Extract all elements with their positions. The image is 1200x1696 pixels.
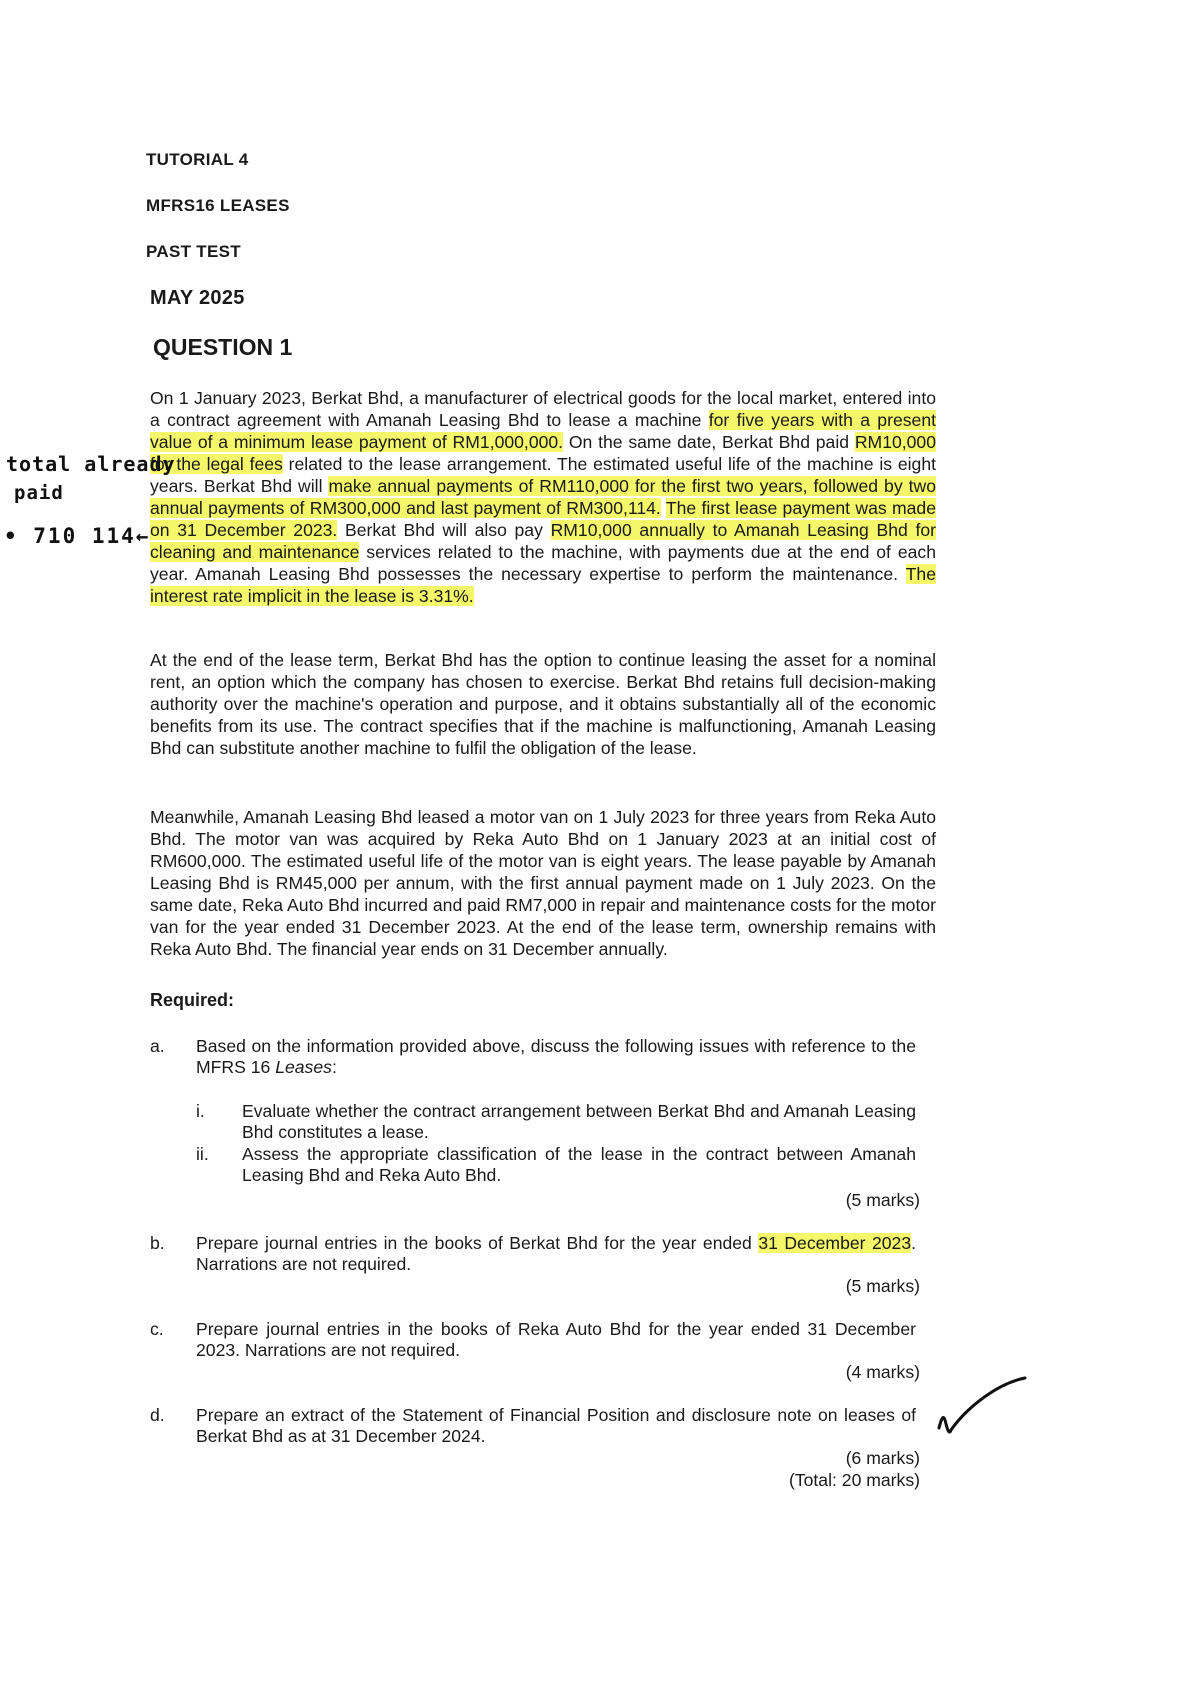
header-tutorial: TUTORIAL 4 [146, 150, 249, 169]
highlight-lease-term: for five years with a present value of a minimum lease payment of RM1,000,000. [150, 410, 936, 452]
question-title: QUESTION 1 [153, 334, 293, 360]
highlight-maintenance: RM10,000 annually to Amanah Leasing Bhd for cleaning and maintenance [150, 520, 936, 562]
item-a-i-label: i. [196, 1101, 205, 1121]
item-d-text: Prepare an extract of the Statement of Financial Position and disclosure note on leases of Berkat Bhd as at 31 December 2024. [196, 1405, 916, 1446]
paragraph-reka-auto: Meanwhile, Amanah Leasing Bhd leased a motor van on 1 July 2023 for three years from Reka Auto Bhd. The motor van was acquired by Reka Auto Bhd on 1 January 2023 at an initial cost of RM600,000. The estimated useful life of the motor van is eight years. The lease payable by Amanah Leasing Bhd is RM45,000 per annum, with the first annual payment made on 1 July 2023. On the same date, Reka Auto Bhd incurred and paid RM7,000 in repair and maintenance costs for the motor van for the year ended 31 December 2023. At the end of the lease term, ownership remains with Reka Auto Bhd. The financial year ends on 31 December annually. [150, 807, 936, 959]
header-past-test: PAST TEST [146, 242, 241, 261]
paragraph-option-renewal: At the end of the lease term, Berkat Bhd has the option to continue leasing the asset for a nominal rent, an option which the company has chosen to exercise. Berkat Bhd retains full decision-making authority over the machine's operation and purpose, and it obtains substantially all of the economic benefits from its use. The contract specifies that if the machine is malfunctioning, Amanah Leasing Bhd can substitute another machine to fulfil the obligation of the lease. [150, 650, 936, 758]
paragraph-berkat-lease: On 1 January 2023, Berkat Bhd, a manufacturer of electrical goods for the local market, entered into a contract agreement with Amanah Leasing Bhd to lease a machine for five years with a present value of a minimum lease payment of RM1,000,000. On the same date, Berkat Bhd paid RM10,000 for the legal fees related to the lease arrangement. The estimated useful life of the machine is eight years. Berkat Bhd will make annual payments of RM110,000 for the first two years, followed by two annual payments of RM300,000 and last payment of RM300,114. The first lease payment was made on 31 December 2023. Berkat Bhd will also pay RM10,000 annually to Amanah Leasing Bhd for cleaning and maintenance services related to the machine, with payments due at the end of each year. Amanah Leasing Bhd possesses the necessary expertise to perform the maintenance. The interest rate implicit in the lease is 3.31%. [150, 388, 937, 606]
item-b-label: b. [150, 1233, 165, 1253]
header-session: MAY 2025 [150, 287, 245, 309]
item-a-ii-text: Assess the appropriate classification of the lease in the contract between Amanah Leasing Bhd and Reka Auto Bhd. [242, 1144, 916, 1185]
total-marks: (Total: 20 marks) [788, 1470, 920, 1490]
highlight-legal-fees: RM10,000 for the legal fees [150, 432, 937, 474]
highlight-payments: make annual payments of RM110,000 for the first two years, followed by two annual payments of RM300,000 and last payment of RM300,114. [150, 476, 936, 518]
item-c-marks: (4 marks) [845, 1362, 920, 1382]
item-a-ii-label: ii. [196, 1144, 209, 1164]
item-c-text: Prepare journal entries in the books of Reka Auto Bhd for the year ended 31 December 2023. Narrations are not required. [196, 1319, 916, 1360]
item-c-label: c. [150, 1319, 164, 1339]
item-a-label: a. [150, 1036, 165, 1056]
handwritten-note-paid: paid [14, 482, 64, 504]
highlight-first-payment: The first lease payment was made on 31 December 2023. [150, 498, 936, 540]
handwritten-note-total: total already [6, 452, 176, 476]
handwritten-note-amount: • 710 114← [4, 524, 151, 548]
item-b-marks: (5 marks) [845, 1276, 920, 1296]
item-a-marks: (5 marks) [845, 1190, 920, 1210]
item-d-marks: (6 marks) [845, 1448, 920, 1468]
item-b-text: Prepare journal entries in the books of Berkat Bhd for the year ended 31 December 2023. Narrations are not required. [196, 1233, 916, 1274]
highlight-interest-rate: The interest rate implicit in the lease is 3.31%. [150, 564, 936, 606]
item-a-i-text: Evaluate whether the contract arrangement between Berkat Bhd and Amanah Leasing Bhd constitutes a lease. [242, 1101, 916, 1142]
header-topic: MFRS16 LEASES [146, 196, 290, 215]
highlight-year-end: 31 December 2023 [758, 1233, 912, 1253]
item-a-text: Based on the information provided above, discuss the following issues with reference to the MFRS 16 Leases: [196, 1036, 916, 1077]
checkmark-icon [935, 1370, 1035, 1450]
item-d-label: d. [150, 1405, 165, 1425]
required-heading: Required: [150, 990, 235, 1010]
